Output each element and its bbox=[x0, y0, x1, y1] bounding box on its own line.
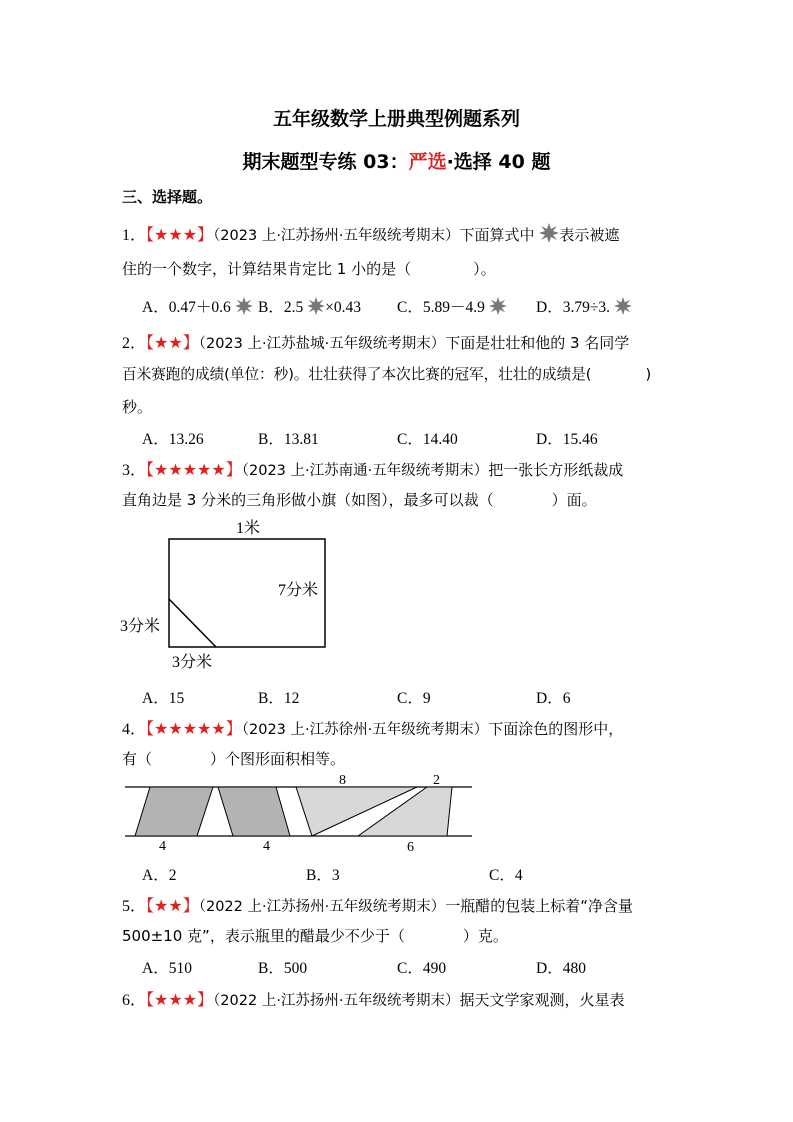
option-a[interactable]: A．510 bbox=[142, 960, 192, 977]
question-source: （2022 上·江苏扬州·五年级统考期末） bbox=[213, 993, 460, 1009]
difficulty-stars: 【★★★★★】 bbox=[146, 719, 242, 738]
option-b[interactable]: B．3 bbox=[306, 867, 340, 884]
gray-trapezoid bbox=[218, 787, 290, 836]
label-top: 1米 bbox=[236, 520, 261, 537]
subtitle-prefix: 期末题型专练 03： bbox=[242, 151, 409, 173]
question-source: （2023 上·江苏扬州·五年级统考期末） bbox=[213, 228, 460, 244]
option-a[interactable]: A．2 bbox=[142, 867, 177, 884]
option-c[interactable]: C．490 bbox=[397, 960, 447, 977]
question-5-line1 bbox=[122, 893, 633, 916]
obscured-digit-icon bbox=[235, 297, 253, 315]
question-text: 住的一个数字，计算结果肯定比 1 小的是（ bbox=[122, 260, 412, 278]
difficulty-stars: 【★★★】 bbox=[146, 225, 214, 244]
option-c[interactable]: C．9 bbox=[397, 690, 431, 707]
obscured-digit-icon bbox=[539, 223, 559, 243]
rectangle-paper-figure bbox=[110, 515, 350, 675]
label-4b: 4 bbox=[263, 839, 270, 854]
question-text: 有（ bbox=[122, 750, 153, 768]
option-a[interactable]: A．15 bbox=[142, 690, 185, 707]
option-b[interactable]: B．12 bbox=[258, 690, 300, 707]
label-left: 3分米 bbox=[120, 618, 161, 635]
question-text: ）面。 bbox=[551, 491, 597, 509]
question-number: 5． bbox=[122, 898, 147, 915]
gray-parallelogram-1 bbox=[135, 787, 213, 836]
question-1-line2 bbox=[122, 258, 496, 279]
question-text: ）。 bbox=[473, 260, 496, 278]
option-d[interactable]: D．6 bbox=[536, 690, 571, 707]
question-text: 一瓶醋的包装上标着“净含量 bbox=[445, 897, 633, 915]
difficulty-stars: 【★★★★★】 bbox=[146, 460, 242, 479]
page-subtitle bbox=[0, 147, 793, 174]
question-text: ）个图形面积相等。 bbox=[210, 750, 346, 768]
option-d[interactable]: D．3.79÷3. bbox=[536, 295, 632, 317]
label-right: 7分米 bbox=[278, 582, 319, 599]
question-source: （2022 上·江苏扬州·五年级统考期末） bbox=[198, 899, 446, 915]
subtitle-highlight: 严选 bbox=[408, 151, 447, 173]
label-6: 6 bbox=[407, 840, 414, 855]
option-a[interactable]: A．0.47＋0.6 bbox=[142, 295, 253, 317]
page-title: 五年级数学上册典型例题系列 bbox=[272, 108, 520, 130]
obscured-digit-icon bbox=[307, 297, 325, 315]
label-2: 2 bbox=[433, 773, 440, 788]
obscured-digit-icon bbox=[489, 297, 507, 315]
question-6-line1 bbox=[122, 987, 625, 1010]
question-number: 3． bbox=[122, 462, 147, 479]
parallel-shapes-figure bbox=[120, 772, 480, 857]
question-5-line2 bbox=[122, 925, 508, 946]
question-source: （2023 上·江苏南通·五年级统考期末） bbox=[241, 463, 489, 479]
option-c[interactable]: C．4 bbox=[489, 867, 523, 884]
option-b[interactable]: B．13.81 bbox=[258, 431, 319, 448]
question-number: 4． bbox=[122, 721, 147, 738]
question-text: 下面涂色的图形中， bbox=[488, 720, 624, 738]
question-source: （2023 上·江苏徐州·五年级统考期末） bbox=[241, 722, 489, 738]
question-number: 6． bbox=[122, 992, 147, 1009]
subtitle-suffix: ·选择 40 题 bbox=[446, 151, 551, 173]
question-2-line3: 秒。 bbox=[122, 398, 153, 416]
question-4-line2 bbox=[122, 748, 345, 769]
difficulty-stars: 【★★】 bbox=[146, 333, 199, 352]
option-c[interactable]: C．5.89－4.9 bbox=[397, 295, 507, 317]
obscured-digit-icon bbox=[614, 297, 632, 315]
option-c[interactable]: C．14.40 bbox=[397, 431, 458, 448]
question-1-line1 bbox=[122, 222, 619, 245]
label-bottom: 3分米 bbox=[172, 654, 213, 671]
question-text: ) bbox=[645, 366, 652, 383]
option-d[interactable]: D．15.46 bbox=[536, 431, 598, 448]
question-2-line1 bbox=[122, 330, 629, 353]
question-2-line2 bbox=[122, 363, 651, 384]
question-text-cont: 表示被遮 bbox=[559, 226, 620, 244]
question-text: ）克。 bbox=[462, 927, 508, 945]
difficulty-stars: 【★★★】 bbox=[146, 990, 214, 1009]
option-b[interactable]: B．500 bbox=[258, 960, 308, 977]
option-a[interactable]: A．13.26 bbox=[142, 431, 204, 448]
question-source: （2023 上·江苏盐城·五年级统考期末） bbox=[198, 336, 446, 352]
option-b[interactable]: B．2.5 ×0.43 bbox=[258, 299, 361, 316]
option-d[interactable]: D．480 bbox=[536, 960, 586, 977]
question-4-line1 bbox=[122, 716, 623, 739]
question-text: 下面是壮壮和他的 3 名同学 bbox=[445, 334, 630, 352]
label-8: 8 bbox=[339, 773, 346, 788]
question-text: 把一张长方形纸裁成 bbox=[488, 461, 624, 479]
difficulty-stars: 【★★】 bbox=[146, 896, 199, 915]
question-text: 500±10 克”，表示瓶里的醋最少不少于（ bbox=[122, 927, 405, 945]
label-4a: 4 bbox=[159, 839, 166, 854]
flag-hypotenuse bbox=[169, 599, 216, 647]
question-3-line2 bbox=[122, 489, 597, 510]
section-heading: 三、选择题。 bbox=[122, 188, 213, 206]
question-number: 2． bbox=[122, 335, 147, 352]
question-text: 百米赛跑的成绩(单位：秒)。壮壮获得了本次比赛的冠军，壮壮的成绩是( bbox=[122, 366, 592, 383]
question-3-line1 bbox=[122, 457, 623, 480]
question-text: 下面算式中 bbox=[459, 226, 535, 244]
question-text: 直角边是 3 分米的三角形做小旗（如图），最多可以裁（ bbox=[122, 491, 494, 509]
question-text: 据天文学家观测，火星表 bbox=[459, 991, 625, 1009]
question-number: 1． bbox=[122, 227, 147, 244]
